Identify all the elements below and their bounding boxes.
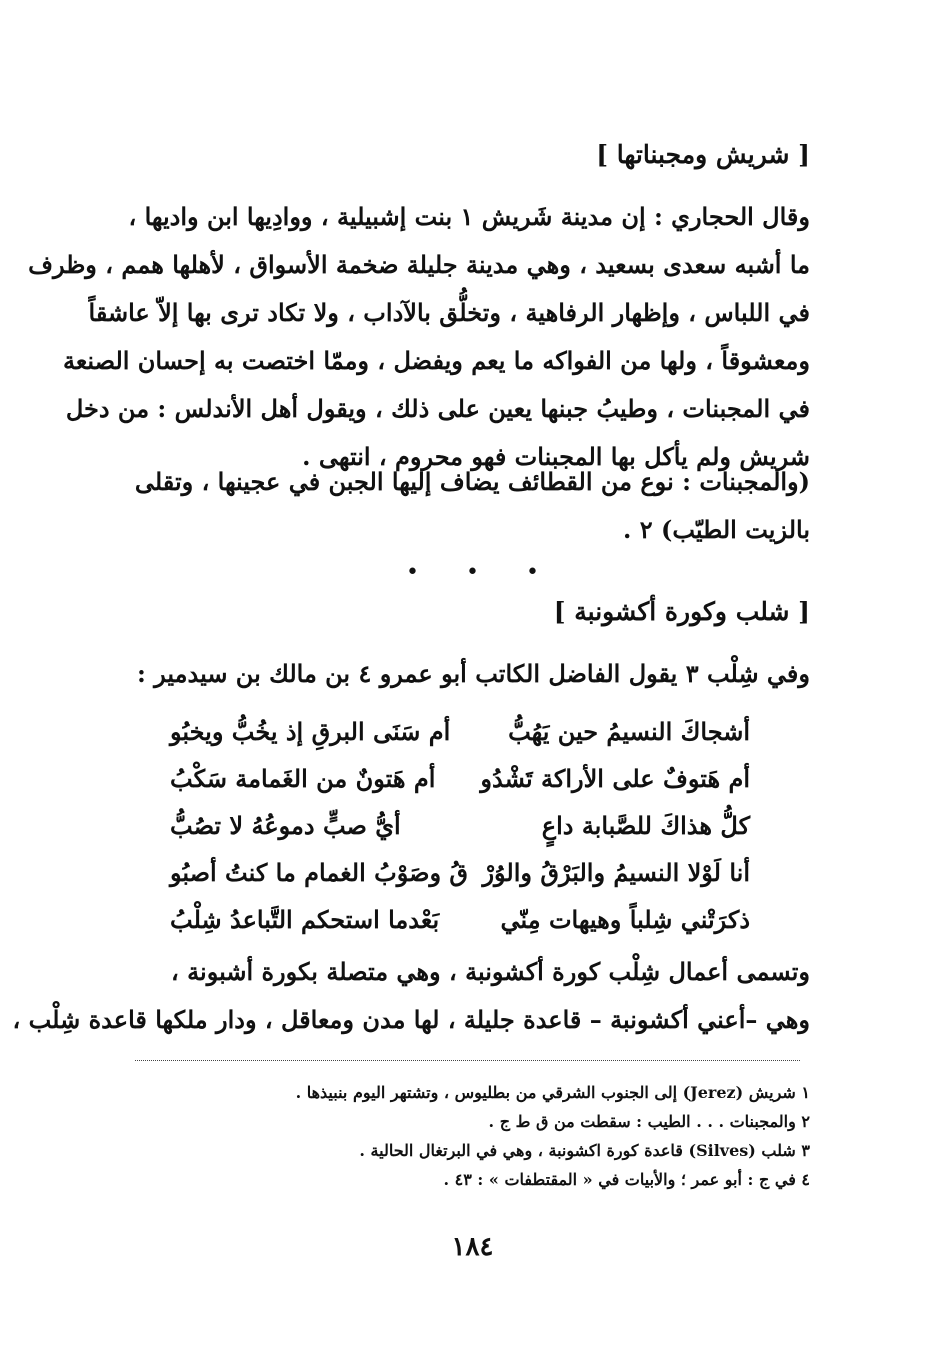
text-line: وفي شِلْب ٣ يقول الفاضل الكاتب أبو عمرو ٤ بن مالك بن سيدمير : — [136, 659, 810, 688]
footnote: ١ شريش (Jerez) إلى الجنوب الشرقي من بطليوس ، وتشتهر اليوم بنبيذها . — [295, 1083, 810, 1102]
footnote: ٣ شلب (Silves) قاعدة كورة اكشونبة ، وهي في البرتغال الحالية . — [359, 1141, 810, 1160]
text-line: شريش ولم يأكل بها المجبنات فهو محروم ، انتهى . — [302, 442, 810, 471]
paragraph-shilb — [12, 948, 810, 1044]
paragraph-mujabbanat-note — [125, 458, 810, 554]
verse-line — [170, 849, 750, 896]
footnote: ٢ والمجبنات . . . الطيب : سقطت من ق ط ج . — [488, 1112, 810, 1131]
poem-verses — [170, 708, 750, 943]
footnote: ٤ في ج : أبو عمر ؛ والأبيات في « المقتطفات » : ٤٣ . — [443, 1170, 810, 1189]
separator-dot: • — [466, 560, 479, 585]
text-line: ومعشوقاً ، ولها من الفواكه ما يعم ويفضل ، وممّا اختصت به إحسان الصنعة — [62, 346, 810, 375]
text-line: ما أشبه سعدى بسعيد ، وهي مدينة جليلة ضخمة الأسواق ، لأهلها همم ، وظرف — [28, 250, 810, 279]
verse-second-hemistich: أم سَنَى البرقِ إذ يخُبُّ ويخبُو — [170, 717, 451, 746]
verse-line — [170, 708, 750, 755]
paragraph-sherish — [28, 193, 810, 481]
poem-intro — [125, 650, 810, 698]
text-line: بالزيت الطيّب) ٢ . — [623, 515, 810, 544]
verse-first-hemistich: أم هَتوفٌ على الأراكة تَشْدُو — [480, 764, 750, 793]
verse-line — [170, 896, 750, 943]
text-line: في المجبنات ، وطيبُ جبنها يعين على ذلك ، ويقول أهل الأندلس : من دخل — [65, 394, 810, 423]
verse-first-hemistich: كلُّ هذاكَ للصَّبابة داعٍ — [541, 811, 750, 840]
verse-first-hemistich: ذكرَتْني شِلباً وهيهات مِنّي — [500, 905, 750, 934]
verse-line — [170, 802, 750, 849]
footnotes — [130, 1078, 810, 1194]
footnote-divider — [135, 1060, 800, 1061]
text-line: وتسمى أعمال شِلْب كورة أكشونبة ، وهي متصلة بكورة أشبونة ، — [171, 957, 810, 986]
text-line: في اللباس ، وإظهار الرفاهية ، وتخلُّق بالآداب ، ولا تكاد ترى بها إلاّ عاشقاً — [88, 298, 810, 327]
verse-second-hemistich: بَعْدما استحكم التَّباعدُ شِلْبُ — [170, 905, 440, 934]
separator-dot: • — [525, 560, 539, 585]
verse-first-hemistich: أنا لَوْلا النسيمُ والبَرْقُ والوُرْ — [482, 858, 750, 887]
separator-dot: • — [406, 560, 419, 585]
verse-second-hemistich: قُ وصَوْبُ الغمام ما كنتُ أصبُو — [170, 858, 469, 887]
text-line: (والمجبنات : نوع من القطائف يضاف إليها الجبن في عجينها ، وتقلى — [134, 467, 810, 496]
section-heading-sherish: [ شريش ومجبناتها ] — [596, 140, 810, 169]
section-separator — [0, 560, 945, 585]
text-line: وهي –أعني أكشونبة – قاعدة جليلة ، لها مدن ومعاقل ، ودار ملكها قاعدة شِلْب ، — [12, 1005, 810, 1034]
page-number: ١٨٤ — [451, 1232, 494, 1262]
section-heading-shilb: [ شلب وكورة أكشونبة ] — [553, 597, 810, 626]
verse-first-hemistich: أشجاكَ النسيمُ حين يَهُبُّ — [508, 717, 750, 746]
verse-second-hemistich: أيُّ صبٍّ دموعُهُ لا تصُبُّ — [170, 811, 401, 840]
verse-second-hemistich: أم هَتونٌ من الغَمامة سَكْبُ — [170, 764, 436, 793]
text-line: وقال الحجاري : إن مدينة شَريش ١ بنت إشبيلية ، ووادِيها ابن واديها ، — [128, 202, 810, 231]
verse-line — [170, 755, 750, 802]
